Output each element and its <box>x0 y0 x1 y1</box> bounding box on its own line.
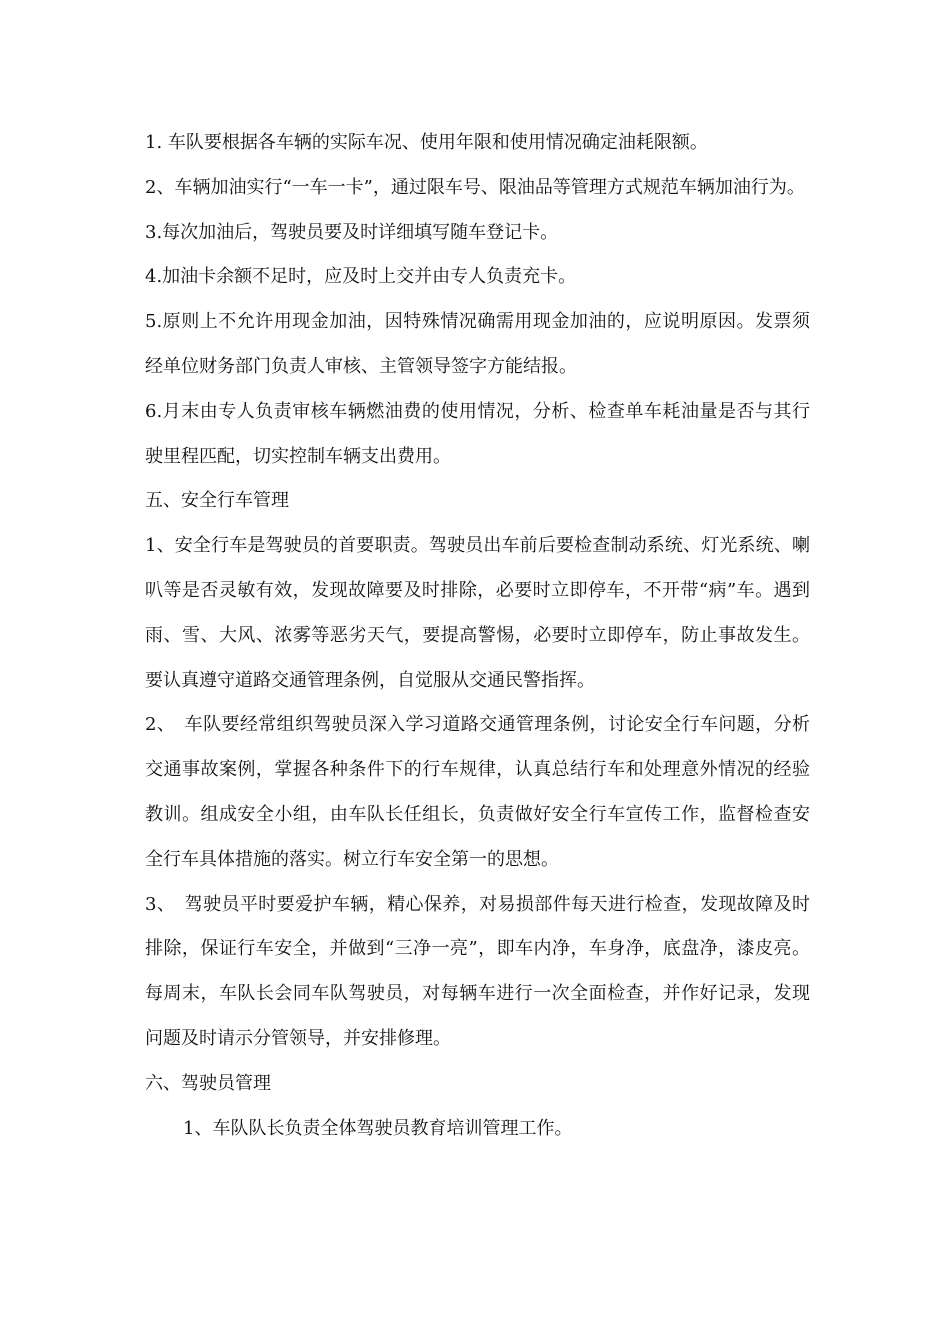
paragraph-fuel-quota: 1. 车队要根据各车辆的实际车况、使用年限和使用情况确定油耗限额。 <box>145 132 708 153</box>
paragraph-registration-card: 3.每次加油后，驾驶员要及时详细填写随车登记卡。 <box>145 221 559 243</box>
paragraph-monthly-audit: 6.月末由专人负责审核车辆燃油费的使用情况，分析、检查单车耗油量是否与其行驶里程匹配，切实控制车辆支出费用。 <box>145 400 810 467</box>
paragraph-cash-refuel: 5.原则上不允许用现金加油，因特殊情况确需用现金加油的，应说明原因。发票须经单位财务部门负责人审核、主管领导签字方能结报。 <box>145 311 810 377</box>
paragraph-safety-training: 2、 车队要经常组织驾驶员深入学习道路交通管理条例，讨论安全行车问题，分析交通事故案例，掌握各种条件下的行车规律，认真总结行车和处理意外情况的经验教训。组成安全小组，由车队长任组长，负责做好安全行车宣传工作，监督检查安全行车具体措施的落实。树立行车安全第一的思想。 <box>145 714 810 870</box>
paragraph-safe-driving-duty: 1、安全行车是驾驶员的首要职责。驾驶员出车前后要检查制动系统、灯光系统、喇叭等是否灵敏有效，发现故障要及时排除，必要时立即停车，不开带“病”车。遇到雨、雪、大风、浓雾等恶劣天气，要提高警惕，必要时立即停车，防止事故发生。要认真遵守道路交通管理条例，自觉服从交通民警指挥。 <box>145 535 810 691</box>
section-heading-safe-driving: 五、安全行车管理 <box>145 490 289 512</box>
paragraph-one-car-one-card: 2、车辆加油实行“一车一卡”，通过限车号、限油品等管理方式规范车辆加油行为。 <box>145 176 805 198</box>
section-heading-driver-management: 六、驾驶员管理 <box>145 1072 271 1094</box>
paragraph-driver-training: 1、车队队长负责全体驾驶员教育培训管理工作。 <box>183 1117 573 1139</box>
document-page <box>145 121 810 1151</box>
paragraph-card-recharge: 4.加油卡余额不足时，应及时上交并由专人负责充卡。 <box>145 266 577 288</box>
paragraph-vehicle-maintenance: 3、 驾驶员平时要爱护车辆，精心保养，对易损部件每天进行检查，发现故障及时排除，保证行车安全，并做到“三净一亮”，即车内净，车身净，底盘净，漆皮亮。每周末，车队长会同车队驾驶员，对每辆车进行一次全面检查，并作好记录，发现问题及时请示分管领导，并安排修理。 <box>145 893 810 1049</box>
